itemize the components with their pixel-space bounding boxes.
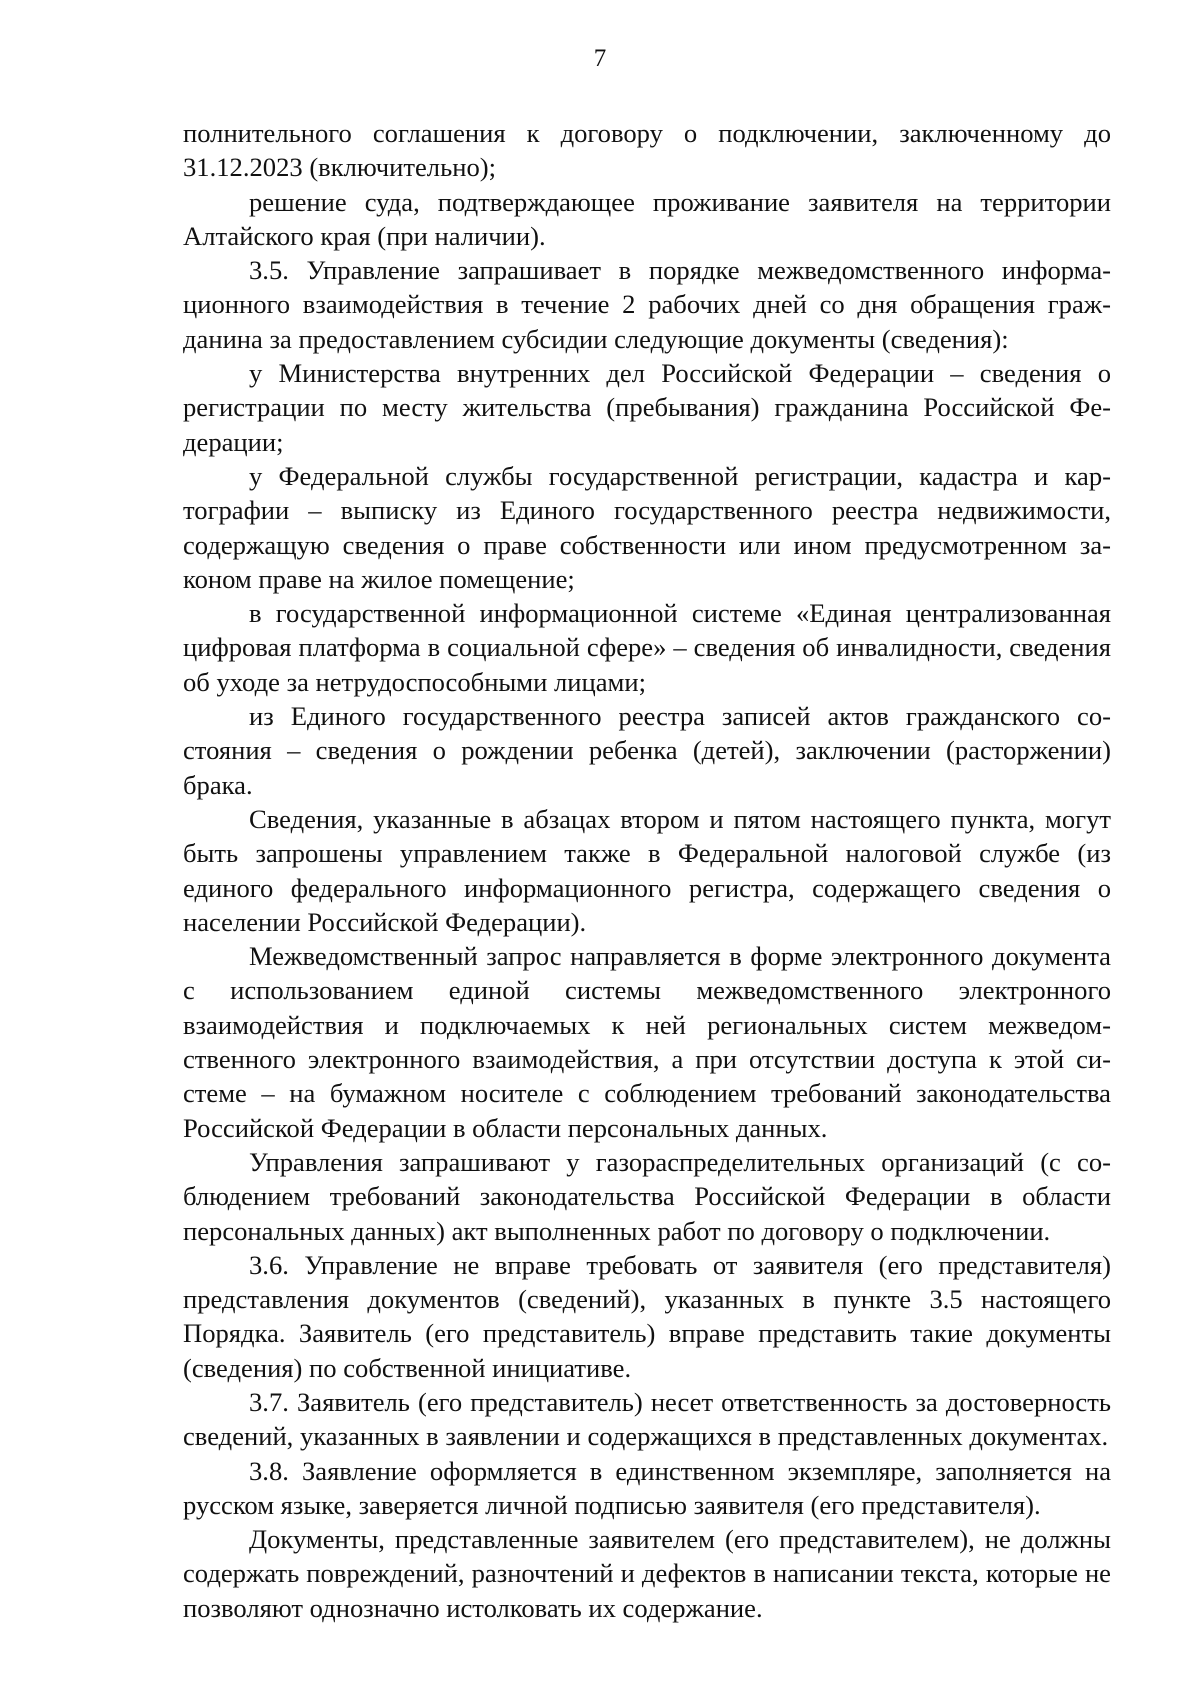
paragraph-6: в государственной информационной системе «Единая централизованная цифровая платформа в социальной сфере» – сведения об инвалидности, сведения об уходе за нетрудоспособными лицами;: [183, 598, 1111, 697]
paragraph-10: Управления запрашивают у газораспределительных организаций (с соблюдением требований законодательства Российской Федерации в области персональных данных) акт выполненных работ по договору о подключении.: [183, 1146, 1111, 1246]
paragraph-9: Межведомственный запрос направляется в форме электронного документа с использованием единой системы межведомственного электронного взаимодействия и подключаемых к ней региональных систем межведомственного электронного взаимодействия, а при отсутствии доступа к этой системе – на бумажном носителе с соблюдением требований законодательства Российской Федерации в области персональных данных.: [183, 941, 1111, 1143]
paragraph-3: 3.5. Управление запрашивает в порядке межведомственного информационного взаимодействия в течение 2 рабочих дней со дня обращения гражданина за предоставлением субсидии следующие документы (сведения):: [183, 255, 1111, 354]
paragraph-14: Документы, представленные заявителем (его представителем), не должны содержать повреждений, разночтений и дефектов в написании текста, которые не позволяют однозначно истолковать их содержание.: [183, 1524, 1111, 1623]
paragraph-7: из Единого государственного реестра записей актов гражданского состояния – сведения о рождении ребенка (детей), заключении (расторжении) брака.: [183, 701, 1111, 800]
paragraph-1: полнительного соглашения к договору о подключении, заключенному до 31.12.2023 (включительно);: [183, 118, 1111, 183]
paragraph-11: 3.6. Управление не вправе требовать от заявителя (его представителя) представления документов (сведений), указанных в пункте 3.5 настоящего Порядка. Заявитель (его представитель) вправе представить такие документы (сведения) по собственной инициативе.: [183, 1249, 1111, 1383]
paragraph-13: 3.8. Заявление оформляется в единственном экземпляре, заполняется на русском языке, заверяется личной подписью заявителя (его представителя).: [183, 1455, 1111, 1520]
page-number: 7: [593, 45, 607, 72]
paragraph-12: 3.7. Заявитель (его представитель) несет ответственность за достоверность сведений, указанных в заявлении и содержащихся в представленных документах.: [183, 1386, 1111, 1452]
document-body: [183, 116, 1111, 1625]
paragraph-8: Сведения, указанные в абзацах втором и пятом настоящего пункта, могут быть запрошены управлением также в Федеральной налоговой службе (из единого федерального информационного регистра, содержащего сведения о населении Российской Федерации).: [183, 803, 1111, 937]
paragraph-2: решение суда, подтверждающее проживание заявителя на территории Алтайского края (при наличии).: [183, 186, 1111, 251]
paragraph-5: у Федеральной службы государственной регистрации, кадастра и картографии – выписку из Единого государственного реестра недвижимости, содержащую сведения о праве собственности или ином предусмотренном законом праве на жилое помещение;: [183, 460, 1111, 594]
paragraph-4: у Министерства внутренних дел Российской Федерации – сведения о регистрации по месту жительства (пребывания) гражданина Российской Федерации;: [183, 358, 1111, 457]
